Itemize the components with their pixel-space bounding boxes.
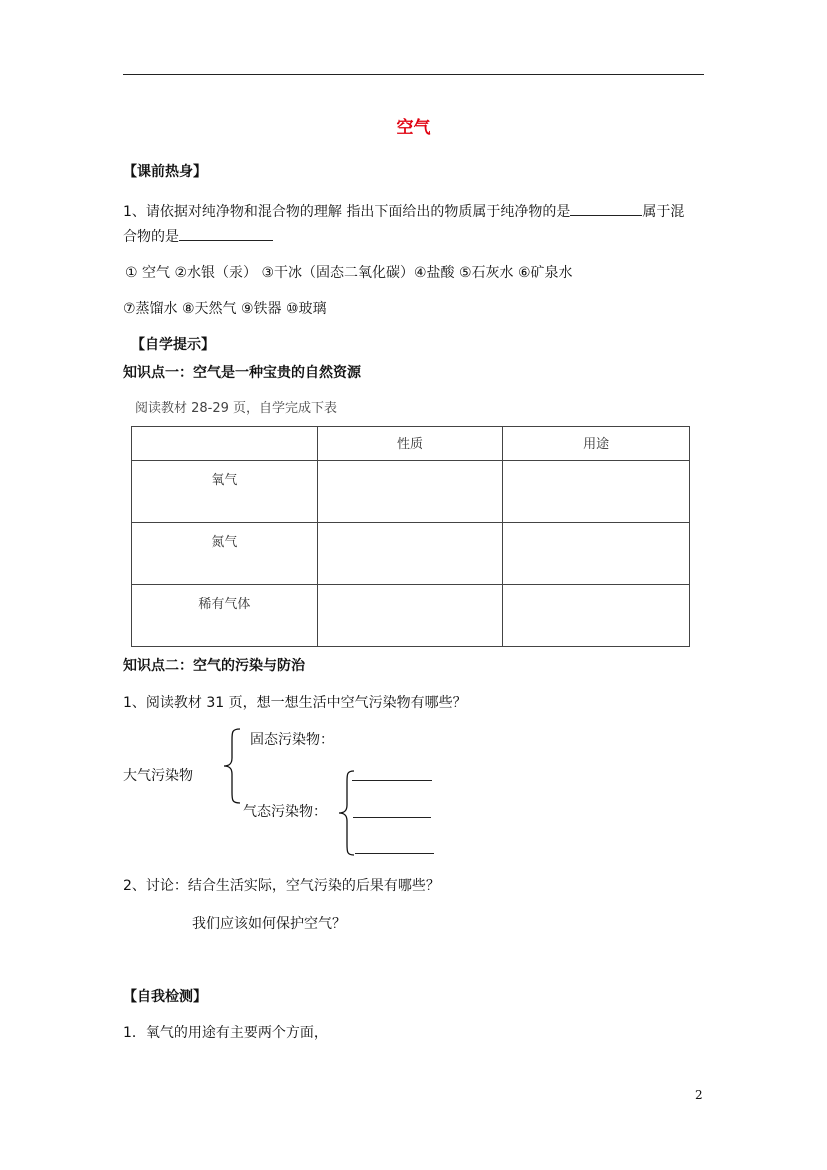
discussion-followup: 我们应该如何保护空气？ <box>192 916 346 932</box>
answer-blank-mixture[interactable] <box>179 226 273 241</box>
table-cell-use[interactable] <box>503 585 690 647</box>
reading-instruction: 阅读教材 28-29 页，自学完成下表 <box>135 401 338 416</box>
substances-list-line-1: ① 空气 ②水银（汞） ③干冰（固态二氧化碳）④盐酸 ⑤石灰水 ⑥矿泉水 <box>125 265 573 281</box>
table-cell-property[interactable] <box>317 461 503 523</box>
solid-pollutants-label: 固态污染物： <box>250 732 334 748</box>
knowledge-point-2: 知识点二：空气的污染与防治 <box>123 658 305 674</box>
answer-blank-pure[interactable] <box>570 201 642 216</box>
table-row-label: 氧气 <box>132 461 318 523</box>
section-heading-self-study: 【自学提示】 <box>131 337 215 353</box>
gas-pollutants-label: 气态污染物： <box>243 804 327 820</box>
page-title: 空气 <box>396 118 431 138</box>
answer-line-gas-2[interactable] <box>353 817 431 818</box>
section-heading-self-test: 【自我检测】 <box>123 989 207 1005</box>
table-row <box>132 585 690 647</box>
question-1-text-end: 合物的是 <box>123 229 179 245</box>
pollutants-root-label: 大气污染物 <box>123 768 193 784</box>
question-1-line-2 <box>123 226 273 246</box>
table-cell-use[interactable] <box>503 523 690 585</box>
header-rule <box>123 74 704 75</box>
answer-line-gas-1[interactable] <box>352 780 432 781</box>
table-header-cell: 性质 <box>317 427 503 461</box>
substances-list-line-2: ⑦蒸馏水 ⑧天然气 ⑨铁器 ⑩玻璃 <box>123 301 327 317</box>
table-header-cell: 用途 <box>503 427 690 461</box>
left-brace-icon <box>222 728 242 804</box>
question-1-line-1 <box>123 201 684 221</box>
table-cell-property[interactable] <box>317 585 503 647</box>
table-row-label: 氮气 <box>132 523 318 585</box>
section-heading-warmup: 【课前热身】 <box>123 164 207 180</box>
table-cell-property[interactable] <box>317 523 503 585</box>
pollution-question-1: 1、阅读教材 31 页，想一想生活中空气污染物有哪些？ <box>123 695 467 711</box>
table-cell-use[interactable] <box>503 461 690 523</box>
discussion-question-2: 2、讨论：结合生活实际，空气污染的后果有哪些？ <box>123 878 440 894</box>
table-row-label: 稀有气体 <box>132 585 318 647</box>
gas-properties-table <box>131 426 690 647</box>
page-number: 2 <box>695 1088 703 1102</box>
knowledge-point-1: 知识点一：空气是一种宝贵的自然资源 <box>123 365 361 381</box>
table-row <box>132 523 690 585</box>
right-brace-icon <box>338 770 356 856</box>
table-header-cell <box>132 427 318 461</box>
self-test-question-1: 1．氧气的用途有主要两个方面， <box>123 1025 328 1041</box>
answer-line-gas-3[interactable] <box>355 853 434 854</box>
question-1-text-cont: 属于混 <box>642 204 685 220</box>
question-1-text: 1、请依据对纯净物和混合物的理解 指出下面给出的物质属于纯净物的是 <box>123 204 571 220</box>
table-row <box>132 461 690 523</box>
table-header-row <box>132 427 690 461</box>
